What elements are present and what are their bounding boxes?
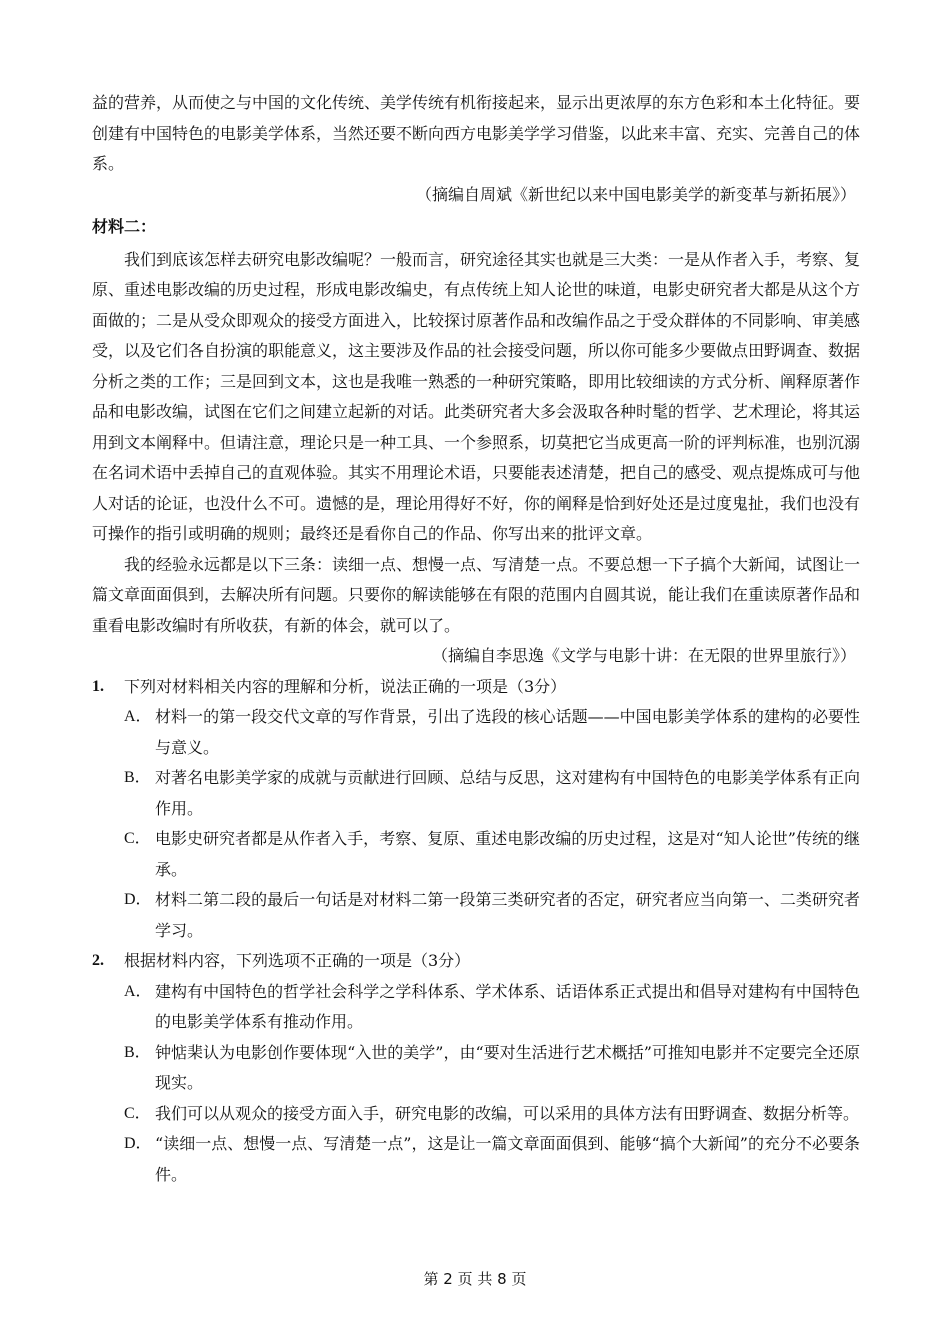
question-1-option-c[interactable] xyxy=(92,824,860,885)
option-letter: A． xyxy=(124,982,152,1000)
option-text: 材料二第二段的最后一句话是对材料二第一段第三类研究者的否定，研究者应当向第一、二类研究者学习。 xyxy=(155,890,860,940)
option-letter: B． xyxy=(124,1043,151,1061)
option-text: 对著名电影美学家的成就与贡献进行回顾、总结与反思，这对建构有中国特色的电影美学体系有正向作用。 xyxy=(155,768,860,818)
question-stem xyxy=(92,672,860,703)
question-text: 根据材料内容，下列选项不正确的一项是（3分） xyxy=(124,951,471,970)
option-text: 电影史研究者都是从作者入手，考察、复原、重述电影改编的历史过程，这是对“知人论世”传统的继承。 xyxy=(155,829,860,879)
question-2-option-c[interactable] xyxy=(92,1099,860,1130)
material-two-source: （摘编自李思逸《文学与电影十讲：在无限的世界里旅行》） xyxy=(431,646,856,665)
page-footer: 第 2 页 共 8 页 xyxy=(423,1270,527,1288)
question-2 xyxy=(92,946,860,1190)
document-page xyxy=(92,88,860,1190)
option-text: 钟惦棐认为电影创作要体现“入世的美学”，由“要对生活进行艺术概括”可推知电影并不定要完全还原现实。 xyxy=(155,1042,860,1092)
question-number: 2. xyxy=(92,952,104,969)
question-number: 1. xyxy=(92,677,104,695)
option-letter: D． xyxy=(124,1135,152,1152)
material-one-source: （摘编自周斌《新世纪以来中国电影美学的新变革与新拓展》） xyxy=(415,184,856,204)
option-letter: D． xyxy=(124,891,152,908)
question-stem xyxy=(92,946,860,977)
option-letter: B． xyxy=(124,769,151,786)
option-letter: C． xyxy=(124,1104,151,1122)
option-letter: A． xyxy=(124,708,152,725)
material-one-tail-paragraph: 益的营养，从而使之与中国的文化传统、美学传统有机衔接起来，显示出更浓厚的东方色彩和本土化特征。要创建有中国特色的电影美学体系，当然还要不断向西方电影美学学习借鉴，以此来丰富、充实、完善自己的体系。 xyxy=(92,93,861,173)
material-two-heading: 材料二： xyxy=(92,217,157,236)
question-2-option-a[interactable] xyxy=(92,977,860,1038)
question-text: 下列对材料相关内容的理解和分析，说法正确的一项是（3分） xyxy=(124,676,567,696)
option-letter: C． xyxy=(124,830,151,847)
option-text: 建构有中国特色的哲学社会科学之学科体系、学术体系、话语体系正式提出和倡导对建构有中国特色的电影美学体系有推动作用。 xyxy=(155,981,860,1031)
option-text: 材料一的第一段交代文章的写作背景，引出了选段的核心话题——中国电影美学体系的建构的必要性与意义。 xyxy=(155,707,860,757)
question-1-option-a[interactable] xyxy=(92,702,860,763)
material-two-paragraph-2: 我的经验永远都是以下三条：读细一点、想慢一点、写清楚一点。不要总想一下子搞个大新闻，试图让一篇文章面面俱到，去解决所有问题。只要你的解读能够在有限的范围内自圆其说，能让我们在重读原著作品和重看电影改编时有所收获，有新的体会，就可以了。 xyxy=(92,554,861,635)
question-2-option-b[interactable] xyxy=(92,1038,860,1099)
question-1-option-b[interactable] xyxy=(92,763,860,824)
question-2-option-d[interactable] xyxy=(92,1129,860,1190)
question-1-option-d[interactable] xyxy=(92,885,860,946)
option-text: “读细一点、想慢一点、写清楚一点”，这是让一篇文章面面俱到、能够“搞个大新闻”的充分不必要条件。 xyxy=(155,1134,860,1184)
material-two-paragraph-1: 我们到底该怎样去研究电影改编呢？一般而言，研究途径其实也就是三大类：一是从作者入手，考察、复原、重述电影改编的历史过程，形成电影改编史，有点传统上知人论世的味道，电影史研究者大都是从这个方面做的；二是从受众即观众的接受方面进入，比较探讨原著作品和改编作品之于受众群体的不同影响、审美感受，以及它们各自扮演的职能意义，这主要涉及作品的社会接受问题，所以你可能多少要做点田野调查、数据分析之类的工作；三是回到文本，这也是我唯一熟悉的一种研究策略，即用比较细读的方式分析、阐释原著作品和电影改编，试图在它们之间建立起新的对话。此类研究者大多会汲取各种时髦的哲学、艺术理论，将其运用到文本阐释中。但请注意，理论只是一种工具、一个参照系，切莫把它当成更高一阶的评判标准，也别沉溺在名词术语中丢掉自己的直观体验。其实不用理论术语，只要能表述清楚，把自己的感受、观点提炼成可与他人对话的论证，也没什么不可。遗憾的是，理论用得好不好，你的阐释是恰到好处还是过度鬼扯，我们也没有可操作的指引或明确的规则；最终还是看你自己的作品、你写出来的批评文章。 xyxy=(92,249,861,543)
option-text: 我们可以从观众的接受方面入手，研究电影的改编，可以采用的具体方法有田野调查、数据分析等。 xyxy=(155,1103,860,1123)
question-1 xyxy=(92,672,860,947)
